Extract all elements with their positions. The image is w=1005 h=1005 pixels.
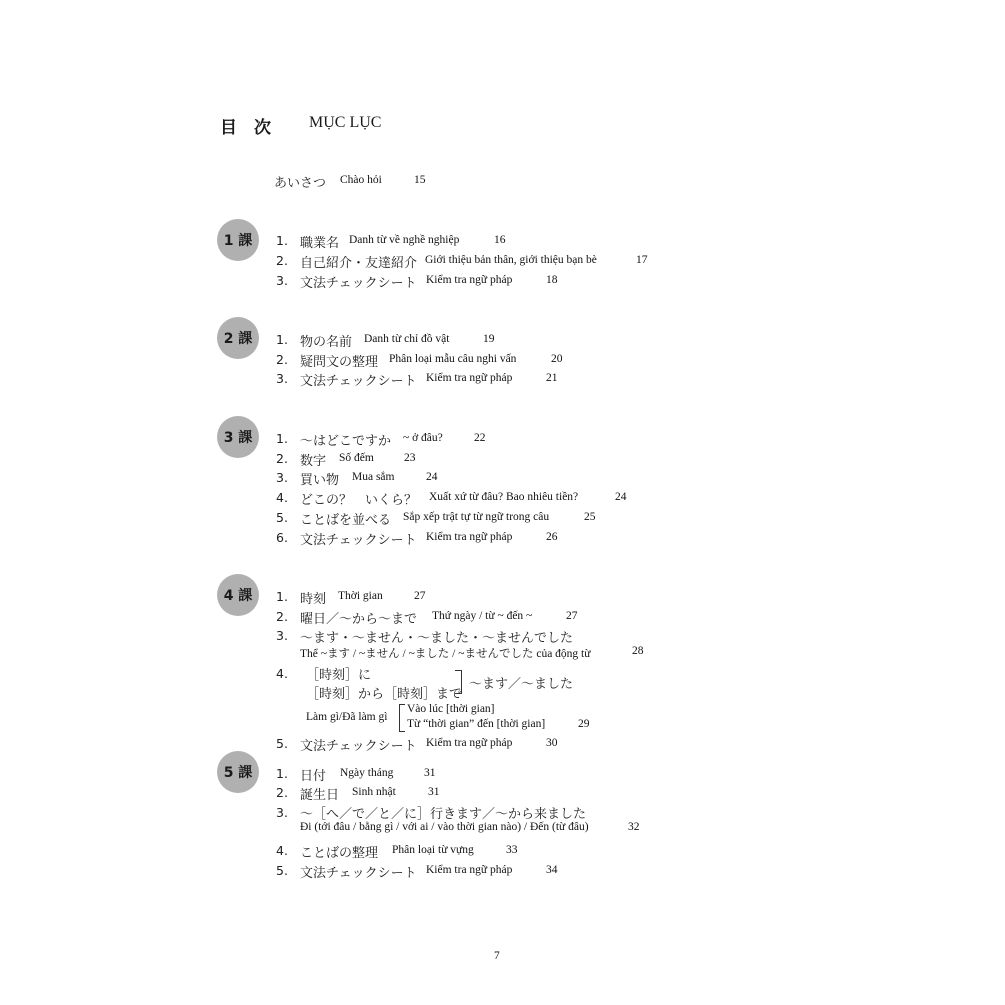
toc-item-jp: 文法チェックシート bbox=[300, 739, 417, 754]
lesson-3-badge-label: 3 課 bbox=[223, 430, 253, 446]
toc-item-jp: 文法チェックシート bbox=[300, 276, 417, 291]
toc-item-jp: 自己紹介・友達紹介 bbox=[300, 256, 418, 271]
toc-item-page: 23 bbox=[404, 452, 416, 464]
toc-item-jp: 文法チェックシート bbox=[300, 374, 417, 389]
toc-item-jp: 〜ます・〜ません・〜ました・〜ませんでした bbox=[300, 631, 574, 646]
toc-item-vi: Kiểm tra ngữ pháp bbox=[426, 737, 513, 749]
toc-item-number: 4. bbox=[276, 843, 288, 858]
toc-item-page: 16 bbox=[494, 234, 506, 246]
toc-item-vi: Thời gian bbox=[338, 590, 383, 602]
toc-item-jp-right: 〜ます／〜ました bbox=[469, 677, 574, 692]
lesson-2-badge-label: 2 課 bbox=[223, 331, 253, 347]
toc-item-page: 31 bbox=[428, 786, 440, 798]
toc-item-jp: 職業名 bbox=[300, 236, 340, 251]
lesson-3-badge bbox=[217, 416, 259, 458]
greeting-page: 15 bbox=[414, 174, 426, 186]
lesson-4-badge bbox=[217, 574, 259, 616]
toc-item-page: 17 bbox=[636, 254, 648, 266]
lesson-4-badge-label: 4 課 bbox=[223, 588, 253, 604]
toc-item-number: 3. bbox=[276, 470, 288, 485]
lesson-2-badge bbox=[217, 317, 259, 359]
toc-item-jp-line2: ［時刻］から［時刻］まで bbox=[306, 687, 463, 702]
left-bracket bbox=[399, 704, 405, 732]
toc-item-jp: 〜［へ／で／と／に］行きます／〜から来ました bbox=[300, 807, 587, 822]
toc-item-number: 3. bbox=[276, 628, 288, 643]
toc-item-page: 24 bbox=[615, 491, 627, 503]
lesson-1-badge bbox=[217, 219, 259, 261]
toc-item-vi: Phân loại mẫu câu nghi vấn bbox=[389, 353, 517, 365]
toc-item-vi-line2: Từ “thời gian” đến [thời gian] bbox=[407, 718, 546, 730]
toc-item-jp: 〜はどこですか bbox=[300, 434, 392, 449]
toc-item-page: 34 bbox=[546, 864, 558, 876]
toc-item-page: 29 bbox=[578, 718, 590, 730]
toc-item-page: 18 bbox=[546, 274, 558, 286]
toc-item-jp: どこの？ いくら？ bbox=[300, 493, 418, 508]
toc-item-number: 1. bbox=[276, 233, 288, 248]
toc-item-page: 27 bbox=[414, 590, 426, 602]
toc-item-vi: Giới thiệu bản thân, giới thiệu bạn bè bbox=[425, 254, 597, 266]
toc-title-jp: 目 次 bbox=[220, 118, 271, 138]
toc-item-jp: 文法チェックシート bbox=[300, 866, 417, 881]
page-number: 7 bbox=[494, 950, 500, 962]
toc-item-page: 30 bbox=[546, 737, 558, 749]
toc-item-vi: Mua sắm bbox=[352, 471, 395, 483]
toc-item-vi: Phân loại từ vựng bbox=[392, 844, 474, 856]
toc-item-vi: Kiểm tra ngữ pháp bbox=[426, 531, 513, 543]
toc-item-jp: ことばの整理 bbox=[300, 846, 379, 861]
lesson-5-badge bbox=[217, 751, 259, 793]
toc-item-number: 1. bbox=[276, 332, 288, 347]
toc-item-jp: 物の名前 bbox=[300, 335, 353, 350]
toc-item-number: 1. bbox=[276, 766, 288, 781]
toc-item-vi: Số đếm bbox=[339, 452, 374, 464]
toc-item-page: 19 bbox=[483, 333, 495, 345]
toc-item-jp: ことばを並べる bbox=[300, 513, 392, 528]
toc-item-number: 3. bbox=[276, 371, 288, 386]
lesson-5-badge-label: 5 課 bbox=[223, 765, 253, 781]
toc-item-jp: 日付 bbox=[300, 769, 327, 784]
toc-item-vi: Kiểm tra ngữ pháp bbox=[426, 372, 513, 384]
toc-item-page: 32 bbox=[628, 821, 640, 833]
toc-item-number: 4. bbox=[276, 666, 288, 681]
toc-item-jp: 誕生日 bbox=[300, 788, 340, 803]
toc-item-page: 26 bbox=[546, 531, 558, 543]
toc-item-page: 22 bbox=[474, 432, 486, 444]
toc-item-vi: Kiểm tra ngữ pháp bbox=[426, 864, 513, 876]
toc-item-jp: 疑問文の整理 bbox=[300, 355, 379, 370]
toc-item-page: 33 bbox=[506, 844, 518, 856]
toc-item-vi: Kiểm tra ngữ pháp bbox=[426, 274, 513, 286]
toc-item-number: 3. bbox=[276, 805, 288, 820]
toc-item-number: 2. bbox=[276, 352, 288, 367]
toc-item-number: 2. bbox=[276, 451, 288, 466]
toc-item-vi: Ngày tháng bbox=[340, 767, 394, 779]
toc-item-jp: 文法チェックシート bbox=[300, 533, 417, 548]
toc-item-page: 21 bbox=[546, 372, 558, 384]
toc-item-number: 5. bbox=[276, 510, 288, 525]
toc-item-number: 2. bbox=[276, 253, 288, 268]
greeting-vi: Chào hỏi bbox=[340, 174, 382, 186]
toc-item-jp: 数字 bbox=[300, 454, 327, 469]
toc-item-page: 20 bbox=[551, 353, 563, 365]
toc-item-page: 25 bbox=[584, 511, 596, 523]
toc-item-number: 5. bbox=[276, 863, 288, 878]
toc-item-vi: Thứ ngày / từ ~ đến ~ bbox=[432, 610, 533, 622]
toc-item-vi: Đi (tới đâu / bằng gì / với ai / vào thời gian nào) / Đến (từ đâu) bbox=[300, 821, 589, 833]
toc-item-jp: 曜日／〜から〜まで bbox=[300, 612, 418, 627]
toc-item-page: 27 bbox=[566, 610, 578, 622]
greeting-jp: あいさつ bbox=[274, 176, 327, 191]
right-bracket bbox=[455, 670, 462, 694]
toc-item-vi: Xuất xứ từ đâu? Bao nhiêu tiền? bbox=[429, 491, 579, 503]
toc-item-page: 28 bbox=[632, 645, 644, 657]
toc-item-vi-line1: Vào lúc [thời gian] bbox=[407, 703, 495, 715]
toc-item-number: 2. bbox=[276, 609, 288, 624]
toc-item-jp-line1: ［時刻］に bbox=[306, 668, 372, 683]
lesson-1-badge-label: 1 課 bbox=[223, 233, 253, 249]
toc-item-page: 31 bbox=[424, 767, 436, 779]
toc-item-jp: 時刻 bbox=[300, 592, 327, 607]
toc-title-vi: MỤC LỤC bbox=[309, 114, 382, 131]
toc-item-number: 4. bbox=[276, 490, 288, 505]
toc-item-vi: Danh từ về nghề nghiệp bbox=[349, 234, 460, 246]
toc-item-vi-left: Làm gì/Đã làm gì bbox=[306, 711, 388, 723]
toc-item-number: 6. bbox=[276, 530, 288, 545]
toc-item-vi: Danh từ chỉ đồ vật bbox=[364, 333, 450, 345]
toc-item-number: 1. bbox=[276, 589, 288, 604]
toc-item-number: 5. bbox=[276, 736, 288, 751]
toc-item-number: 1. bbox=[276, 431, 288, 446]
toc-item-number: 3. bbox=[276, 273, 288, 288]
toc-item-vi: Sắp xếp trật tự từ ngữ trong câu bbox=[403, 511, 550, 523]
toc-item-number: 2. bbox=[276, 785, 288, 800]
toc-item-vi: Thể ~ます / ~ません / ~ました / ~ませんでした của động từ bbox=[300, 648, 591, 660]
toc-item-vi: ~ ở đâu? bbox=[403, 432, 443, 444]
toc-item-vi: Sinh nhật bbox=[352, 786, 396, 798]
toc-item-page: 24 bbox=[426, 471, 438, 483]
toc-item-jp: 買い物 bbox=[300, 473, 340, 488]
